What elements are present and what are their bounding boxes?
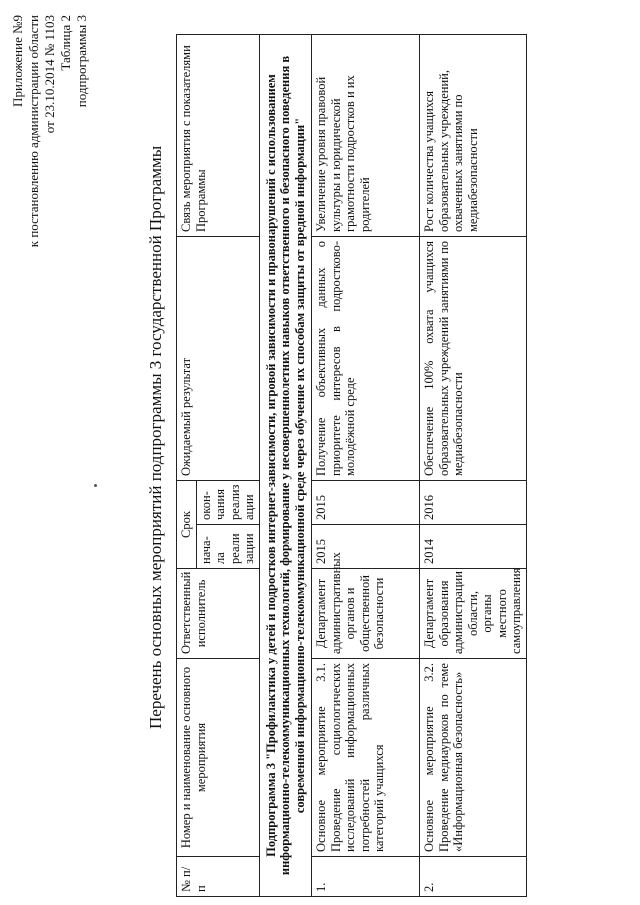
col-header-term: Срок (177, 480, 197, 568)
document-header (10, 15, 90, 305)
row-result: Получение объективных данных о приоритете интересов в подростково-молодёжной среде (312, 236, 420, 480)
table-row (420, 34, 527, 896)
row-responsible: Департамент образования администрации области, органы местного самоуправления (420, 569, 527, 659)
document-title: Перечень основных мероприятий подпрограммы 3 государственной Программы (146, 145, 165, 729)
appendix-label: Приложение №9 (10, 15, 25, 107)
col-header-start: нача-ла реали зации (196, 525, 259, 569)
subprogram-row (259, 34, 312, 896)
subprogram-heading: Подпрограмма 3 "Профилактика у детей и подростков интернет-зависимости, игровой зависимости и правонарушений с использованием информационно-телекоммуникационных технологий, формирование у несовершеннолетних навыков ответственного и безопасного поведения в современной информационно-телекоммуникационной среде через обучение их способам защиты от вредной информации" (259, 34, 312, 896)
subprogram-label: подпрограммы 3 (74, 15, 89, 108)
scan-speck (94, 484, 97, 487)
col-header-num: № п/п (177, 857, 260, 897)
col-header-name: Номер и наименование основного мероприятия (177, 659, 260, 857)
row-measure: Основное мероприятие 3.2. Проведение медиауроков по теме «Информационная безопасность» (420, 659, 527, 857)
row-num: 2. (420, 857, 527, 897)
col-header-end: окон-чания реализ ации (196, 480, 259, 524)
row-link: Рост количества учащихся образовательных учреждений, охваченных занятиями по медиабезопасности (420, 34, 527, 236)
measures-table (176, 34, 527, 897)
col-header-responsible: Ответственный исполнитель (177, 569, 260, 659)
header-row (177, 34, 197, 896)
row-start: 2014 (420, 525, 527, 569)
col-header-result: Ожидаемый результат (177, 236, 260, 480)
row-measure: Основное мероприятие 3.1. Проведение социологических исследований информационных потребностей различных категорий учащихся (312, 659, 420, 857)
row-link: Увеличение уровня правовой культуры и юридической грамотности подростков и их родителей (312, 34, 420, 236)
row-responsible: Департамент административных органов и общественной безопасности (312, 569, 420, 659)
row-num: 1. (312, 857, 420, 897)
row-end: 2016 (420, 480, 527, 524)
table-row (312, 34, 420, 896)
col-header-link: Связь мероприятия с показателями Программы (177, 34, 260, 236)
row-start: 2015 (312, 525, 420, 569)
table-label: Таблица 2 (58, 15, 73, 71)
decree-line-2: от 23.10.2014 № 1103 (42, 15, 57, 134)
decree-line-1: к постановлению администрации области (26, 15, 41, 248)
row-end: 2015 (312, 480, 420, 524)
row-result: Обеспечение 100% охвата учащихся образовательных учреждений занятиями по медиабезопасности (420, 236, 527, 480)
